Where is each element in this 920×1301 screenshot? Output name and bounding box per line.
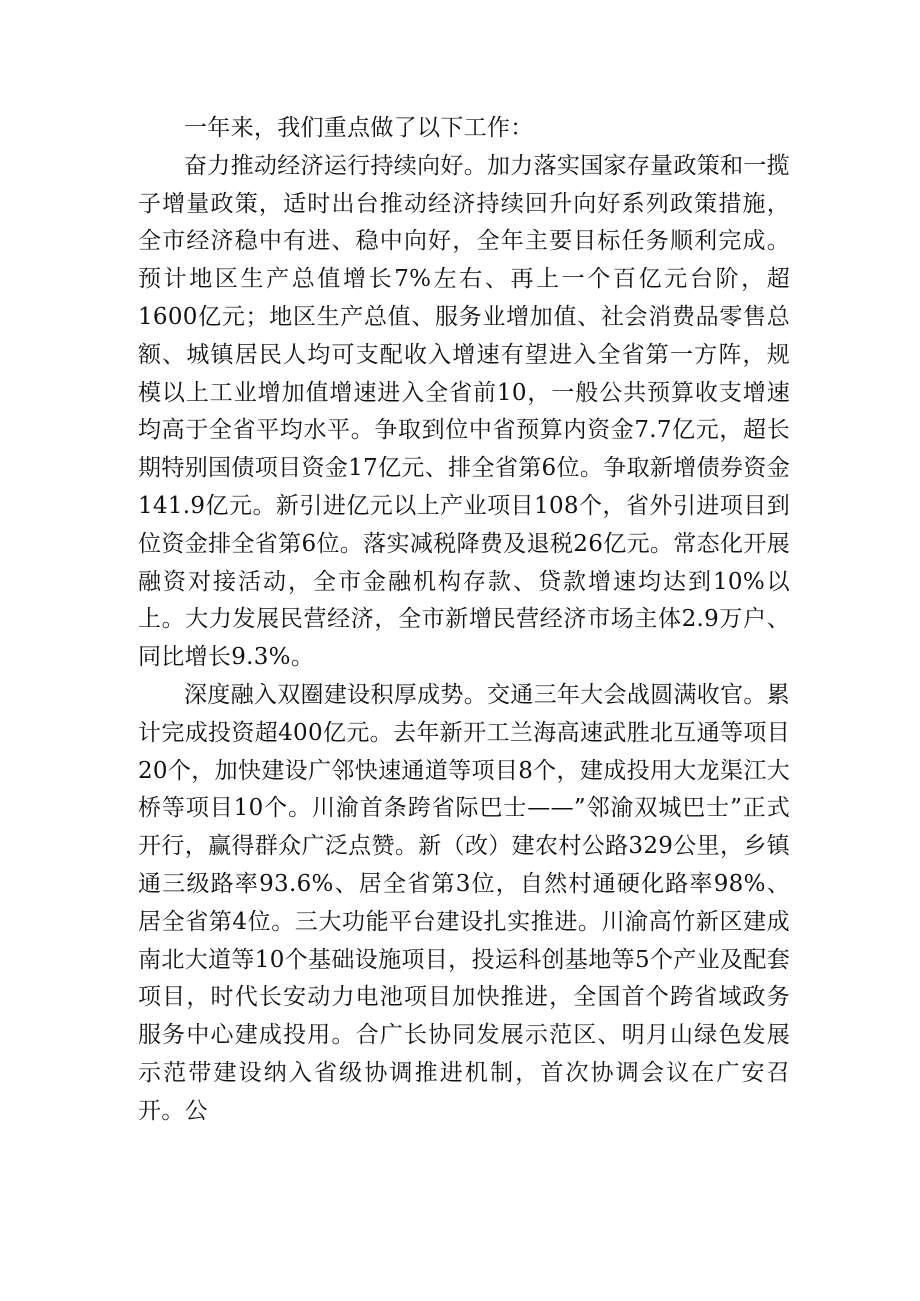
paragraph-economy: 奋力推动经济运行持续向好。加力落实国家存量政策和一揽子增量政策，适时出台推动经济持续回升向好系列政策措施，全市经济稳中有进、稳中向好，全年主要目标任务顺利完成。预计地区生产总值增长7%左右、再上一个百亿元台阶，超1600亿元；地区生产总值、服务业增加值、社会消费品零售总额、城镇居民人均可支配收入增速有望进入全省第一方阵，规模以上工业增加值增速进入全省前10，一般公共预算收支增速均高于全省平均水平。争取到位中省预算内资金7.7亿元，超长期特别国债项目资金17亿元、排全省第6位。争取新增债券资金141.9亿元。新引进亿元以上产业项目108个，省外引进项目到位资金排全省第6位。落实减税降费及退税26亿元。常态化开展融资对接活动，全市金融机构存款、贷款增速均达到10%以上。大力发展民营经济，全市新增民营经济市场主体2.9万户、同比增长9.3%。: [138, 152, 790, 671]
paragraph-dual-circle: 深度融入双圈建设积厚成势。交通三年大会战圆满收官。累计完成投资超400亿元。去年新开工兰海高速武胜北互通等项目20个，加快建设广邻快速通道等项目8个，建成投用大龙渠江大桥等项目10个。川渝首条跨省际巴士——”邻渝双城巴士”正式开行，赢得群众广泛点赞。新（改）建农村公路329公里，乡镇通三级路率93.6%、居全省第3位，自然村通硬化路率98%、居全省第4位。三大功能平台建设扎实推进。川渝高竹新区建成南北大道等10个基础设施项目，投运科创基地等5个产业及配套项目，时代长安动力电池项目加快推进，全国首个跨省域政务服务中心建成投用。合广长协同发展示范区、明月山绿色发展示范带建设纳入省级协调推进机制，首次协调会议在广安召开。公: [138, 681, 790, 1124]
paragraph-intro: 一年来，我们重点做了以下工作：: [184, 115, 534, 141]
document-page: [138, 110, 790, 1131]
